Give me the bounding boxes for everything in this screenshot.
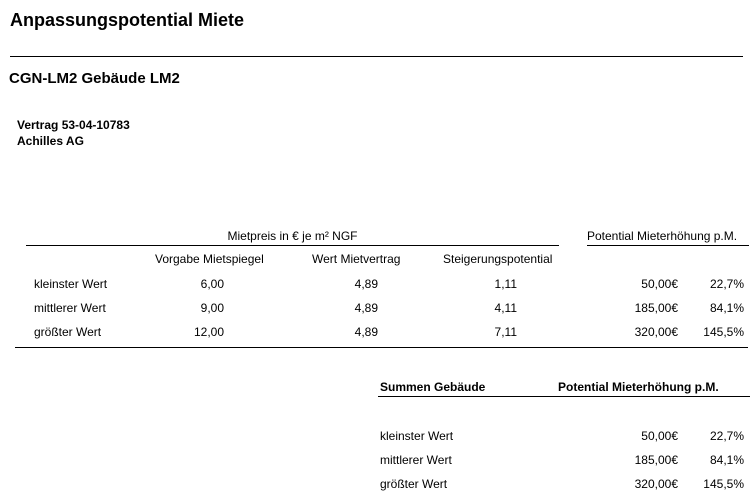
row-label: größter Wert: [34, 325, 102, 339]
cell-betrag: 185,00€: [634, 301, 678, 315]
summary-prozent: 145,5%: [703, 477, 744, 491]
cell-prozent: 22,7%: [709, 277, 744, 291]
cell-prozent: 84,1%: [709, 301, 744, 315]
cell-betrag: 50,00€: [641, 277, 678, 291]
rent-group-header: Mietpreis in € je m² NGF: [227, 229, 358, 243]
cell-vorgabe: 6,00: [200, 277, 224, 291]
summary-potential-header: Potential Mieterhöhung p.M.: [558, 380, 719, 394]
cell-vertrag: 4,89: [354, 301, 378, 315]
cell-vorgabe: 9,00: [200, 301, 224, 315]
summary-row-label: mittlerer Wert: [380, 453, 452, 467]
summary-prozent: 22,7%: [709, 429, 744, 443]
cell-prozent: 145,5%: [703, 325, 744, 339]
summary-betrag: 50,00€: [641, 429, 678, 443]
tenant-name: Achilles AG: [17, 134, 84, 148]
summary-betrag: 320,00€: [634, 477, 678, 491]
potential-header-underline: [587, 245, 749, 246]
contract-block: [17, 117, 130, 149]
cell-vertrag: 4,89: [354, 277, 378, 291]
summary-row-label: kleinster Wert: [380, 429, 454, 443]
title-divider: [10, 56, 743, 57]
cell-betrag: 320,00€: [634, 325, 678, 339]
cell-steigerung: 1,11: [494, 277, 517, 291]
cell-vertrag: 4,89: [354, 325, 378, 339]
contract-number: Vertrag 53-04-10783: [17, 118, 130, 132]
page-title: Anpassungspotential Miete: [10, 10, 245, 30]
row-label: mittlerer Wert: [34, 301, 106, 315]
summary-row-label: größter Wert: [380, 477, 448, 491]
cell-steigerung: 4,11: [494, 301, 517, 315]
summary-header-underline: [378, 396, 750, 397]
building-name: CGN-LM2 Gebäude LM2: [9, 70, 180, 87]
summary-prozent: 84,1%: [709, 453, 744, 467]
row-label: kleinster Wert: [34, 277, 108, 291]
column-header-steigerung: Steigerungspotential: [443, 252, 553, 266]
potential-header: Potential Mieterhöhung p.M.: [587, 229, 738, 243]
table-bottom-rule: [15, 347, 748, 348]
summary-betrag: 185,00€: [634, 453, 678, 467]
column-header-vertrag: Wert Mietvertrag: [312, 252, 401, 266]
rent-group-underline: [26, 245, 559, 246]
summary-title: Summen Gebäude: [380, 380, 486, 394]
column-header-vorgabe: Vorgabe Mietspiegel: [155, 252, 264, 266]
cell-vorgabe: 12,00: [193, 325, 224, 339]
cell-steigerung: 7,11: [494, 325, 517, 339]
